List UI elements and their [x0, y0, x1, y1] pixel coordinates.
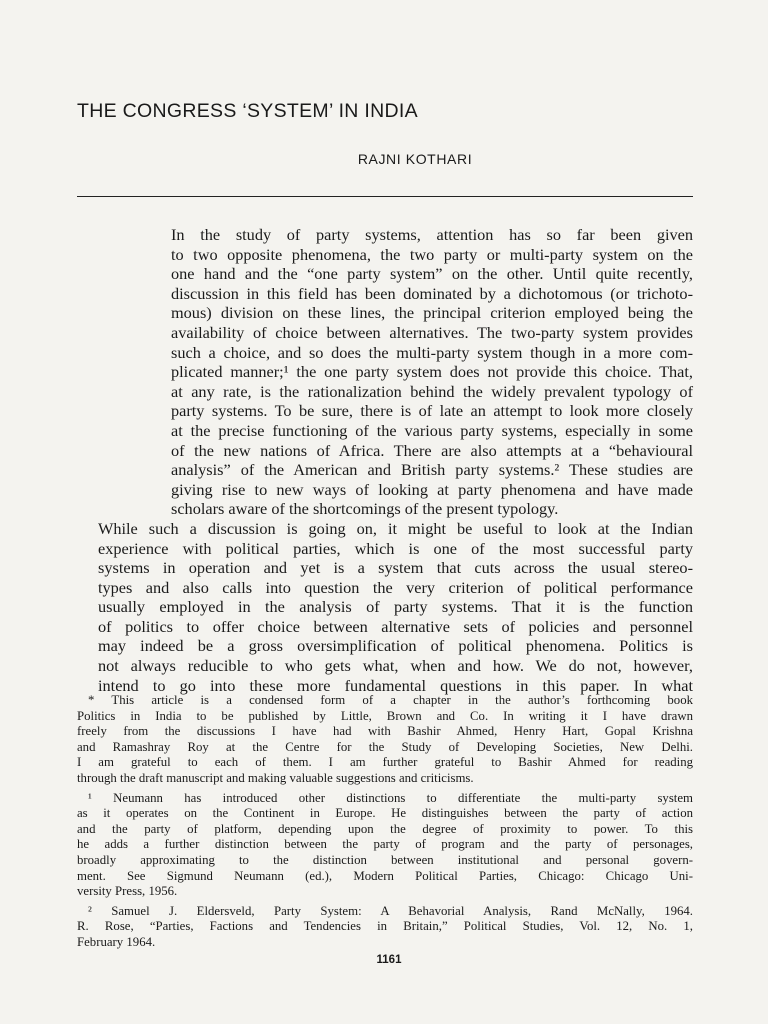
- footnote-line: February 1964.: [77, 934, 156, 949]
- text-line: usually employed in the analysis of party systems. That it is the function: [98, 597, 693, 617]
- article-body: [77, 225, 693, 695]
- footnote-star: [77, 693, 693, 787]
- article-title: THE CONGRESS ‘SYSTEM’ IN INDIA: [77, 100, 418, 122]
- footnote-line: Politics in India to be published by Little, Brown and Co. In writing it I have drawn: [77, 708, 693, 723]
- text-line: experience with political parties, which is one of the most successful party: [98, 538, 693, 558]
- text-line: plicated manner;¹ the one party system does not provide this choice. That,: [171, 362, 693, 382]
- text-line: at any rate, is the rationalization behind the widely prevalent typology of: [171, 381, 693, 401]
- text-line: systems in operation and yet is a system that cuts across the usual stereo-: [98, 558, 693, 578]
- footnote-line: as it operates on the Continent in Europe. He distinguishes between the party of action: [77, 806, 693, 821]
- text-line: scholars aware of the shortcomings of the present typology.: [171, 499, 559, 519]
- text-line: may indeed be a gross oversimplification of political phenomena. Politics is: [98, 636, 693, 656]
- footnotes: [77, 693, 693, 955]
- text-line: intend to go into these more fundamental questions in this paper. In what: [98, 675, 693, 695]
- footnote-line: versity Press, 1956.: [77, 884, 178, 899]
- text-line: such a choice, and so does the multi-party system though in a more com-: [171, 342, 693, 362]
- text-line: discussion in this field has been dominated by a dichotomous (or trichoto-: [171, 283, 693, 303]
- text-line: of politics to offer choice between alternative sets of policies and personnel: [98, 616, 693, 636]
- footnote-line: ¹ Neumann has introduced other distinctions to differentiate the multi-party system: [88, 790, 693, 805]
- text-line: While such a discussion is going on, it might be useful to look at the Indian: [98, 518, 693, 538]
- journal-page: [77, 0, 693, 1024]
- text-line: In the study of party systems, attention has so far been given: [171, 225, 693, 244]
- footnote-line: and the party of platform, depending upon the degree of proximity to power. To this: [77, 821, 693, 836]
- paragraph-1: [77, 225, 693, 519]
- text-line: analysis” of the American and British party systems.² These studies are: [171, 460, 693, 480]
- text-line: giving rise to new ways of looking at party phenomena and have made: [171, 479, 693, 499]
- footnote-line: I am grateful to each of them. I am further grateful to Bashir Ahmed for reading: [77, 755, 693, 770]
- footnote-line: and Ramashray Roy at the Centre for the Study of Developing Societies, New Delhi.: [77, 739, 693, 754]
- text-line: availability of choice between alternatives. The two-party system provides: [171, 322, 693, 342]
- footnote-line: ment. See Sigmund Neumann (ed.), Modern Political Parties, Chicago: Chicago Uni-: [77, 868, 693, 883]
- page-number: 1161: [376, 954, 402, 966]
- footnote-line: through the draft manuscript and making valuable suggestions and criticisms.: [77, 770, 474, 785]
- title-divider: [77, 196, 693, 197]
- footnote-line: R. Rose, “Parties, Factions and Tendencies in Britain,” Political Studies, Vol. 12, No. 1,: [77, 919, 693, 934]
- footnote-line: freely from the discussions I have had with Bashir Ahmed, Henry Hart, Gopal Krishna: [77, 724, 693, 739]
- text-line: at the precise functioning of the various party systems, especially in some: [171, 420, 693, 440]
- article-author: RAJNI KOTHARI: [357, 151, 473, 167]
- paragraph-2: [77, 519, 693, 695]
- footnote-line: broadly approximating to the distinction between institutional and personal govern-: [77, 852, 693, 867]
- text-line: of the new nations of Africa. There are also attempts at a “behavioural: [171, 440, 693, 460]
- text-line: to two opposite phenomena, the two party or multi-party system on the: [171, 244, 693, 264]
- footnote-line: ² Samuel J. Eldersveld, Party System: A Behavorial Analysis, Rand McNally, 1964.: [88, 903, 693, 918]
- text-line: one hand and the “one party system” on the other. Until quite recently,: [171, 264, 693, 284]
- text-line: party systems. To be sure, there is of late an attempt to look more closely: [171, 401, 693, 421]
- footnote-2: [77, 904, 693, 951]
- text-line: types and also calls into question the very criterion of political performance: [98, 577, 693, 597]
- text-line: mous) division on these lines, the principal criterion employed being the: [171, 303, 693, 323]
- footnote-line: * This article is a condensed form of a chapter in the author’s forthcoming book: [88, 693, 693, 707]
- footnote-1: [77, 791, 693, 900]
- footnote-line: he adds a further distinction between the party of program and the party of personages,: [77, 837, 693, 852]
- text-line: not always reducible to who gets what, when and how. We do not, however,: [98, 656, 693, 676]
